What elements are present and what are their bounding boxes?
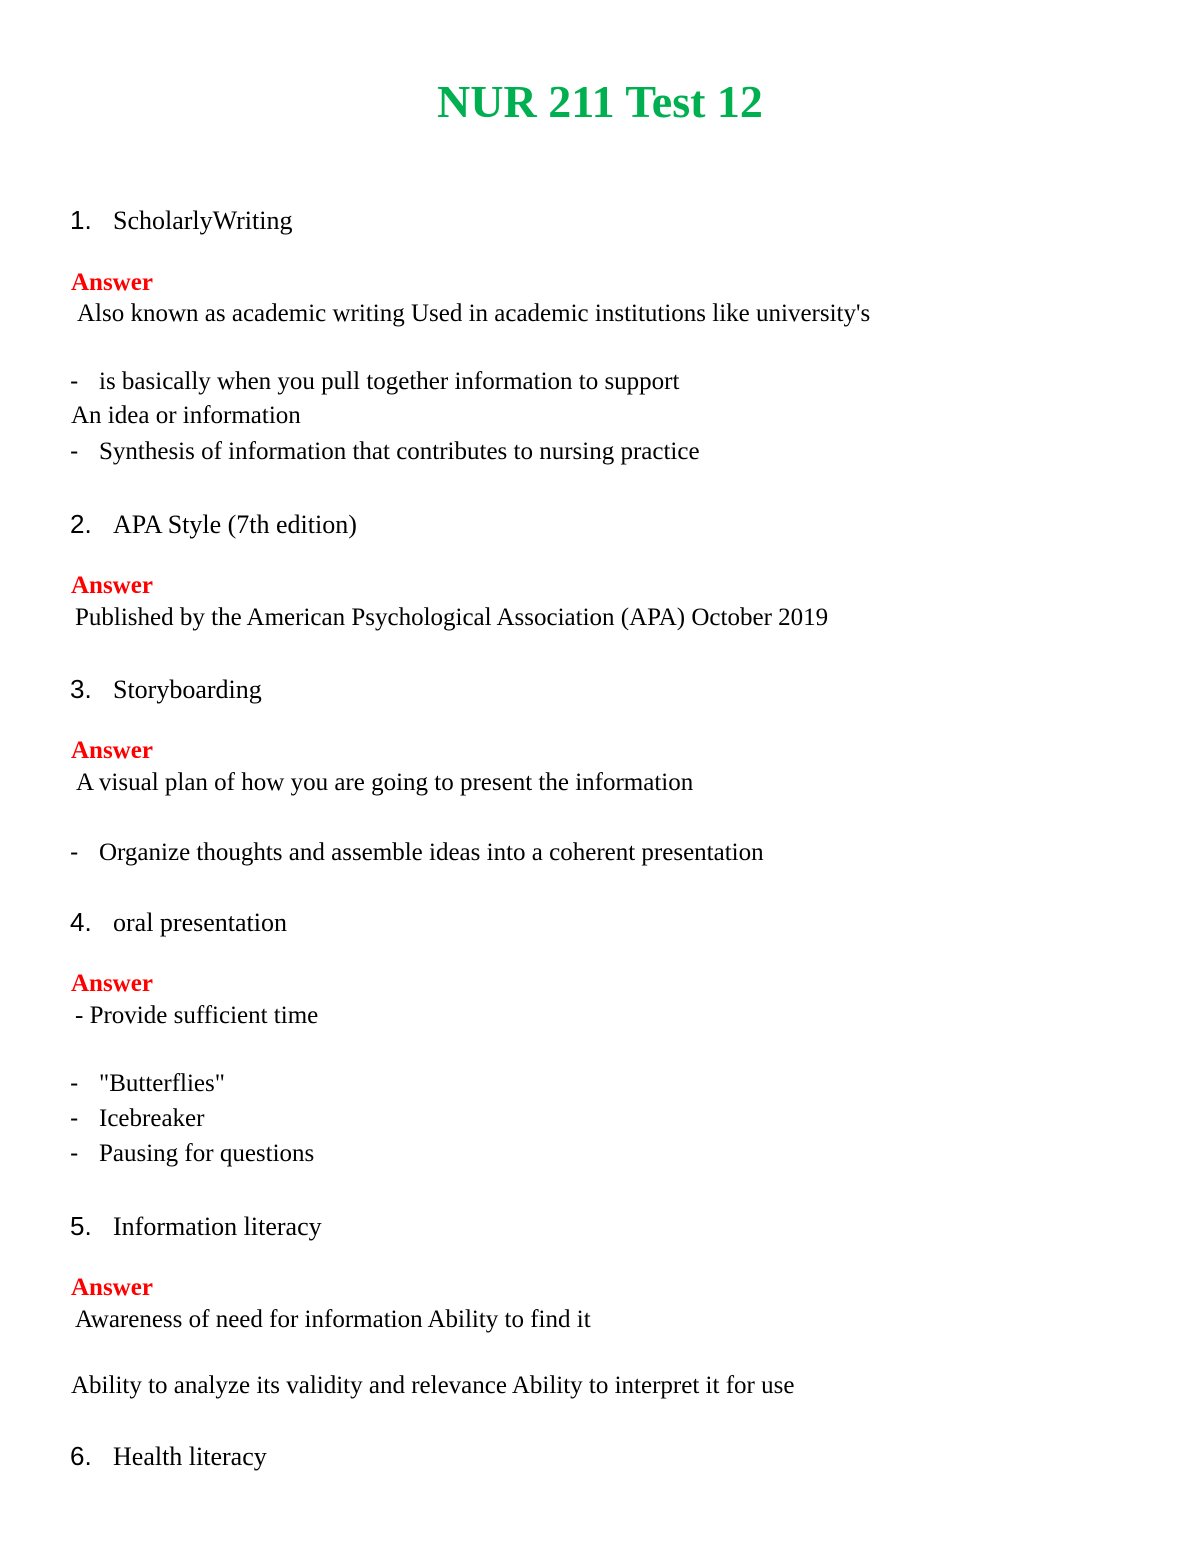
answer-label: Answer bbox=[71, 737, 153, 764]
answer-text: A visual plan of how you are going to present the information bbox=[76, 769, 694, 796]
bullet-text: is basically when you pull together information to support bbox=[99, 368, 680, 395]
bullet-text: Organize thoughts and assemble ideas into a coherent presentation bbox=[99, 839, 764, 866]
answer-label: Answer bbox=[71, 1274, 153, 1301]
answer-text: Also known as academic writing Used in academic institutions like university's bbox=[77, 300, 871, 327]
bullet-text: Synthesis of information that contributes to nursing practice bbox=[99, 438, 700, 465]
answer-label: Answer bbox=[71, 269, 153, 296]
dash-bullet: - bbox=[70, 1139, 79, 1167]
answer-text: Ability to analyze its validity and relevance Ability to interpret it for use bbox=[71, 1372, 795, 1399]
dash-bullet: - bbox=[70, 1104, 79, 1132]
dash-bullet: - bbox=[70, 838, 79, 866]
question-number: 1. bbox=[70, 205, 92, 235]
bullet-text: "Butterflies" bbox=[99, 1070, 225, 1097]
bullet-text: Icebreaker bbox=[99, 1105, 205, 1132]
continuation-text: An idea or information bbox=[71, 402, 301, 429]
bullet-item bbox=[70, 836, 764, 869]
bullet-item bbox=[70, 435, 700, 468]
question-text: ScholarlyWriting bbox=[113, 206, 293, 235]
question-number: 3. bbox=[70, 674, 92, 704]
question-text: oral presentation bbox=[113, 908, 287, 937]
question-text: Information literacy bbox=[113, 1212, 322, 1241]
question-4 bbox=[70, 905, 287, 940]
bullet-item bbox=[70, 365, 679, 398]
question-1 bbox=[70, 203, 292, 238]
bullet-item bbox=[70, 1067, 225, 1100]
question-text: Storyboarding bbox=[113, 675, 262, 704]
answer-label: Answer bbox=[71, 970, 153, 997]
answer-text: Awareness of need for information Ability to find it bbox=[75, 1306, 591, 1333]
question-number: 2. bbox=[70, 509, 92, 539]
bullet-item bbox=[70, 1102, 204, 1135]
answer-text: Published by the American Psychological Association (APA) October 2019 bbox=[75, 604, 829, 631]
question-text: APA Style (7th edition) bbox=[113, 510, 357, 539]
question-text: Health literacy bbox=[113, 1442, 267, 1471]
dash-bullet: - bbox=[70, 437, 79, 465]
dash-bullet: - bbox=[70, 367, 79, 395]
question-5 bbox=[70, 1209, 322, 1244]
page-title: NUR 211 Test 12 bbox=[437, 76, 763, 127]
dash-bullet: - bbox=[70, 1069, 79, 1097]
question-number: 6. bbox=[70, 1441, 92, 1471]
question-3 bbox=[70, 672, 262, 707]
bullet-text: Pausing for questions bbox=[99, 1140, 315, 1167]
question-2 bbox=[70, 507, 357, 542]
question-6 bbox=[70, 1439, 267, 1474]
answer-text: - Provide sufficient time bbox=[75, 1002, 319, 1029]
answer-label: Answer bbox=[71, 572, 153, 599]
question-number: 5. bbox=[70, 1211, 92, 1241]
bullet-item bbox=[70, 1137, 314, 1170]
question-number: 4. bbox=[70, 907, 92, 937]
